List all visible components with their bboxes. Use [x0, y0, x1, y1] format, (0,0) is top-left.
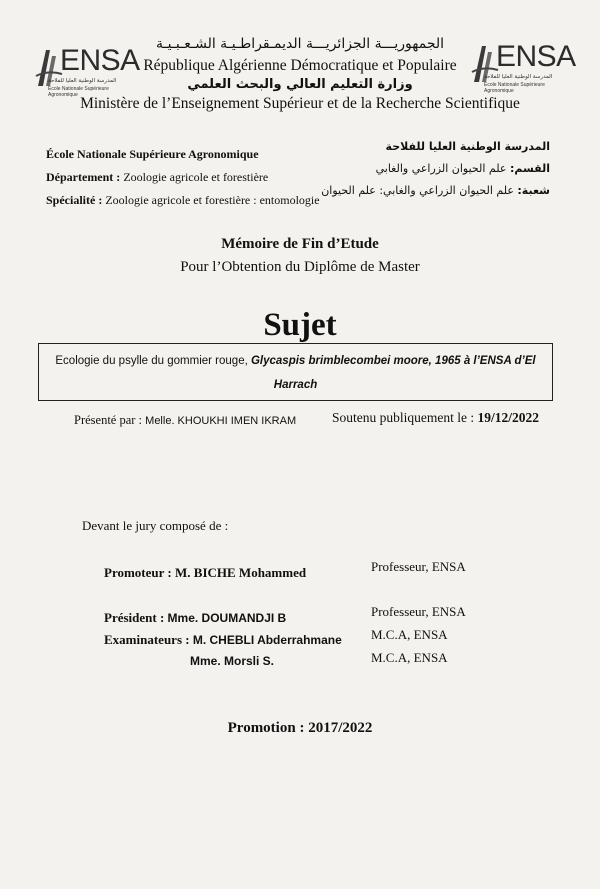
promoteur-row [104, 565, 306, 581]
department-label: Département : [46, 170, 121, 184]
examinateur1-row [104, 632, 342, 648]
speciality-ar-value: علم الحيوان الزراعي والغابي: علم الحيوان [321, 184, 514, 197]
president-label: Président : [104, 610, 165, 625]
promotion [0, 720, 600, 737]
examinateur1-title: M.C.A, ENSA [371, 627, 448, 642]
ensa-logo-left [34, 42, 140, 98]
ministry-title-ar: وزارة التعليم العالي والبحث العلمي [187, 77, 413, 92]
subject-line1 [39, 355, 552, 367]
speciality-fr [46, 193, 320, 208]
defended-label: Soutenu publiquement le : [332, 410, 475, 425]
department-ar [300, 162, 550, 175]
examinateur2-title: M.C.A, ENSA [371, 650, 448, 665]
defended-value: 19/12/2022 [477, 410, 539, 425]
sujet-heading: Sujet [263, 307, 337, 343]
speciality-value: Zoologie agricole et forestière : entomologie [105, 193, 320, 207]
promotion-label: Promotion : [227, 720, 305, 736]
speciality-ar [280, 184, 550, 197]
examinateurs-label: Examinateurs : [104, 632, 190, 647]
logo-subtitle-fr: École Nationale Supérieure Agronomique [484, 82, 545, 94]
ensa-logo-right [470, 38, 576, 94]
promoteur-label: Promoteur : [104, 565, 172, 580]
examinateur2-name: Mme. Morsli S. [190, 654, 275, 668]
department-ar-value: علم الحيوان الزراعي والغابي [375, 162, 507, 175]
memoire-title: Mémoire de Fin d’Etude [221, 236, 379, 252]
school-name-ar: المدرسة الوطنية العليا للفلاحة [385, 140, 550, 153]
logo-subtitle-ar: المدرسة الوطنية العليا للفلاحة [484, 74, 553, 80]
speciality-ar-label: شعبة: [517, 184, 550, 197]
defended-on [332, 410, 539, 426]
examinateur1-name: M. CHEBLI Abderrahmane [192, 633, 342, 647]
subject-box [38, 343, 553, 401]
promoteur-title: Professeur, ENSA [371, 559, 466, 574]
president-name: Mme. DOUMANDJI B [167, 611, 287, 625]
republic-title-ar: الجمهوريـــة الجزائريـــة الديمـقراطـيـة الشـعـبـيـة [155, 36, 445, 52]
presented-value: Melle. KHOUKHI IMEN IKRAM [145, 415, 297, 427]
department-fr [46, 170, 268, 185]
promotion-value: 2017/2022 [308, 720, 373, 736]
promoteur-name: M. BICHE Mohammed [175, 565, 307, 580]
logo-text: ENSA [496, 40, 576, 73]
jury-intro: Devant le jury composé de : [82, 518, 229, 533]
subject-species: Glycaspis brimblecombei moore, 1965 à l’ENSA d’El [250, 355, 536, 367]
subject-text: Ecologie du psylle du gommier rouge, [55, 355, 251, 367]
logo-text: ENSA [60, 44, 140, 77]
republic-title-fr: République Algérienne Démocratique et Populaire [143, 57, 457, 74]
department-ar-label: القسم: [509, 162, 550, 175]
presented-label: Présenté par : [74, 413, 143, 427]
president-title: Professeur, ENSA [371, 604, 466, 619]
ministry-title-fr: Ministère de l’Enseignement Supérieur et de la Recherche Scientifique [80, 95, 520, 112]
school-name-fr: École Nationale Supérieure Agronomique [46, 147, 259, 161]
logo-subtitle-fr: École Nationale Supérieure Agronomique [48, 86, 109, 98]
subject-line2: Harrach [273, 379, 318, 391]
department-value: Zoologie agricole et forestière [123, 170, 269, 184]
logo-subtitle-ar: المدرسة الوطنية العليا للفلاحة [48, 78, 117, 84]
memoire-subtitle: Pour l’Obtention du Diplôme de Master [180, 259, 420, 275]
speciality-label: Spécialité : [46, 193, 103, 207]
presented-by [74, 413, 296, 428]
president-row [104, 610, 286, 626]
